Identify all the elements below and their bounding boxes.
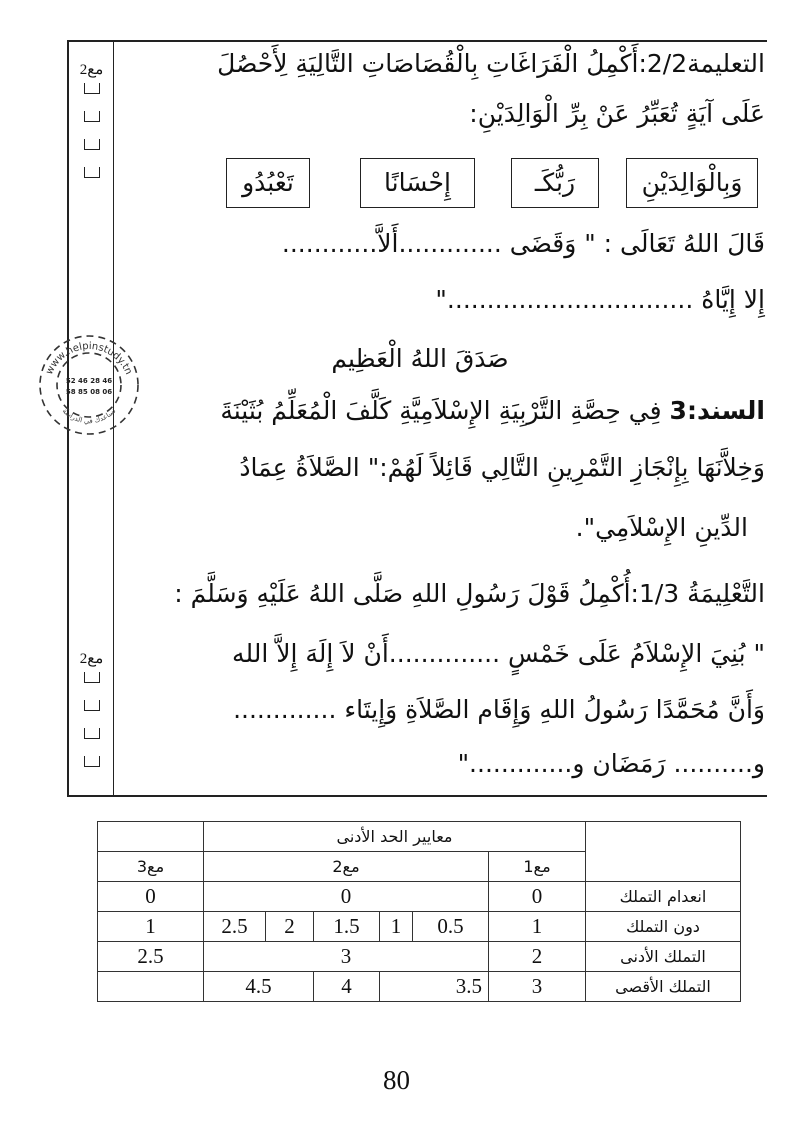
row-label: التملك الأدنى: [586, 942, 741, 972]
word-card[interactable]: وَبِالْوَالِدَيْنِ: [626, 158, 758, 208]
instruction-2-2-line2: عَلَى آيَةٍ تُعَبِّرُ عَنْ بِرِّ الْوَالِدَيْنِ:: [469, 99, 765, 128]
sanad-3-line2: وَخِلاَّنَهَا بِإِنْجَازِ التَّمْرِينِ التَّالِي قَائِلاً لَهُمْ:" الصَّلاَةُ عِمَادُ: [239, 453, 765, 482]
instruction-3-1-line2: " بُنِيَ الإِسْلاَمُ عَلَى خَمْسٍ ..............أَنْ لاَ إِلَهَ إِلاَّ الله: [232, 639, 765, 668]
cell-mo2: 2.5: [204, 912, 266, 942]
sanad-3-line1: [220, 395, 765, 427]
stamp-tagline: نساعدك في الدراسة: [60, 406, 118, 426]
sanad-3-label: السند:3: [669, 396, 765, 425]
cell-mo2: 2: [266, 912, 314, 942]
sanad-3-text: فِي حِصَّةِ التَّرْبِيَةِ الإِسْلاَمِيَّةِ كَلَّفَ الْمُعَلِّمُ بُثَيْنَةَ: [220, 396, 662, 425]
score-checkbox[interactable]: [84, 139, 100, 150]
instruction-3-1-line4: و.......... رَمَضَان و.............": [457, 749, 765, 778]
word-card[interactable]: تَعْبُدُو: [226, 158, 310, 208]
verse-line-2: إِلا إِيَّاهُ ...............................": [435, 285, 765, 314]
row-label: دون التملك: [586, 912, 741, 942]
verse-line-1: قَالَ اللهُ تَعَالَى : " وَقَضَى .............أَلاَّ............: [281, 229, 765, 258]
score-label: مع2: [79, 651, 104, 667]
cell-mo3: [98, 972, 204, 1002]
criteria-table: [97, 821, 741, 1002]
col-header-mo3: مع3: [98, 852, 204, 882]
word-card[interactable]: إِحْسَانًا: [360, 158, 475, 208]
sanad-3-line3: الدِّينِ الإِسْلاَمِي".: [575, 513, 748, 542]
row-label: انعدام التملك: [586, 882, 741, 912]
stamp-phone-1: 52 46 28 46: [65, 377, 113, 385]
table-header-title: معايير الحد الأدنى: [204, 822, 586, 852]
cell-mo2: 1: [380, 912, 413, 942]
row-label: التملك الأقصى: [586, 972, 741, 1002]
score-checkbox[interactable]: [84, 111, 100, 122]
score-checkbox[interactable]: [84, 756, 100, 767]
score-checkbox[interactable]: [84, 167, 100, 178]
cell-mo1: 1: [489, 912, 586, 942]
score-checkbox[interactable]: [84, 728, 100, 739]
table-row: [98, 942, 741, 972]
cell-mo2: 4.5: [204, 972, 314, 1002]
instruction-3-1-line3: وَأَنَّ مُحَمَّدًا رَسُولُ اللهِ وَإِقَام الصَّلاَةِ وَإِيتَاء .............: [233, 695, 765, 724]
cell-mo2: 0: [204, 882, 489, 912]
table-row: [98, 882, 741, 912]
score-label: مع2: [79, 62, 104, 78]
cell-mo2: 1.5: [314, 912, 380, 942]
score-checkbox[interactable]: [84, 672, 100, 683]
stamp-website: www.helpinstudy.tn: [44, 340, 134, 377]
score-block-2: [70, 649, 113, 784]
score-checkbox[interactable]: [84, 700, 100, 711]
table-row: [98, 912, 741, 942]
score-checkbox[interactable]: [84, 83, 100, 94]
table-row: [98, 972, 741, 1002]
cell-mo2: 3: [204, 942, 489, 972]
table-empty-cell: [98, 822, 204, 852]
cell-mo2: 4: [314, 972, 380, 1002]
instruction-3-1-line1: التَّعْلِيمَةُ 1/3:أُكْمِلُ قَوْلَ رَسُولِ اللهِ صَلَّى اللهُ عَلَيْهِ وَسَلَّمَ :: [174, 579, 765, 608]
cell-mo3: 0: [98, 882, 204, 912]
cell-mo3: 1: [98, 912, 204, 942]
table-corner-cell: [586, 822, 741, 882]
word-card[interactable]: رَبُّكَـ: [511, 158, 599, 208]
col-header-mo2: مع2: [204, 852, 489, 882]
watermark-stamp: [37, 333, 141, 437]
cell-mo1: 3: [489, 972, 586, 1002]
cell-mo1: 2: [489, 942, 586, 972]
stamp-phone-2: 58 85 08 06: [65, 388, 113, 396]
cell-mo2: 3.5: [380, 972, 489, 1002]
verse-closing: صَدَقَ اللهُ الْعَظِيم: [331, 344, 509, 373]
score-block-1: [70, 60, 113, 195]
cell-mo2: 0.5: [413, 912, 489, 942]
col-header-mo1: مع1: [489, 852, 586, 882]
cell-mo1: 0: [489, 882, 586, 912]
cell-mo3: 2.5: [98, 942, 204, 972]
page-number: 80: [383, 1065, 410, 1095]
instruction-2-2-line1: التعليمة2/2:أَكْمِلُ الْفَرَاغَاتِ بِالْقُصَاصَاتِ التَّالِيَةِ لِأَحْصُلَ: [217, 49, 765, 78]
